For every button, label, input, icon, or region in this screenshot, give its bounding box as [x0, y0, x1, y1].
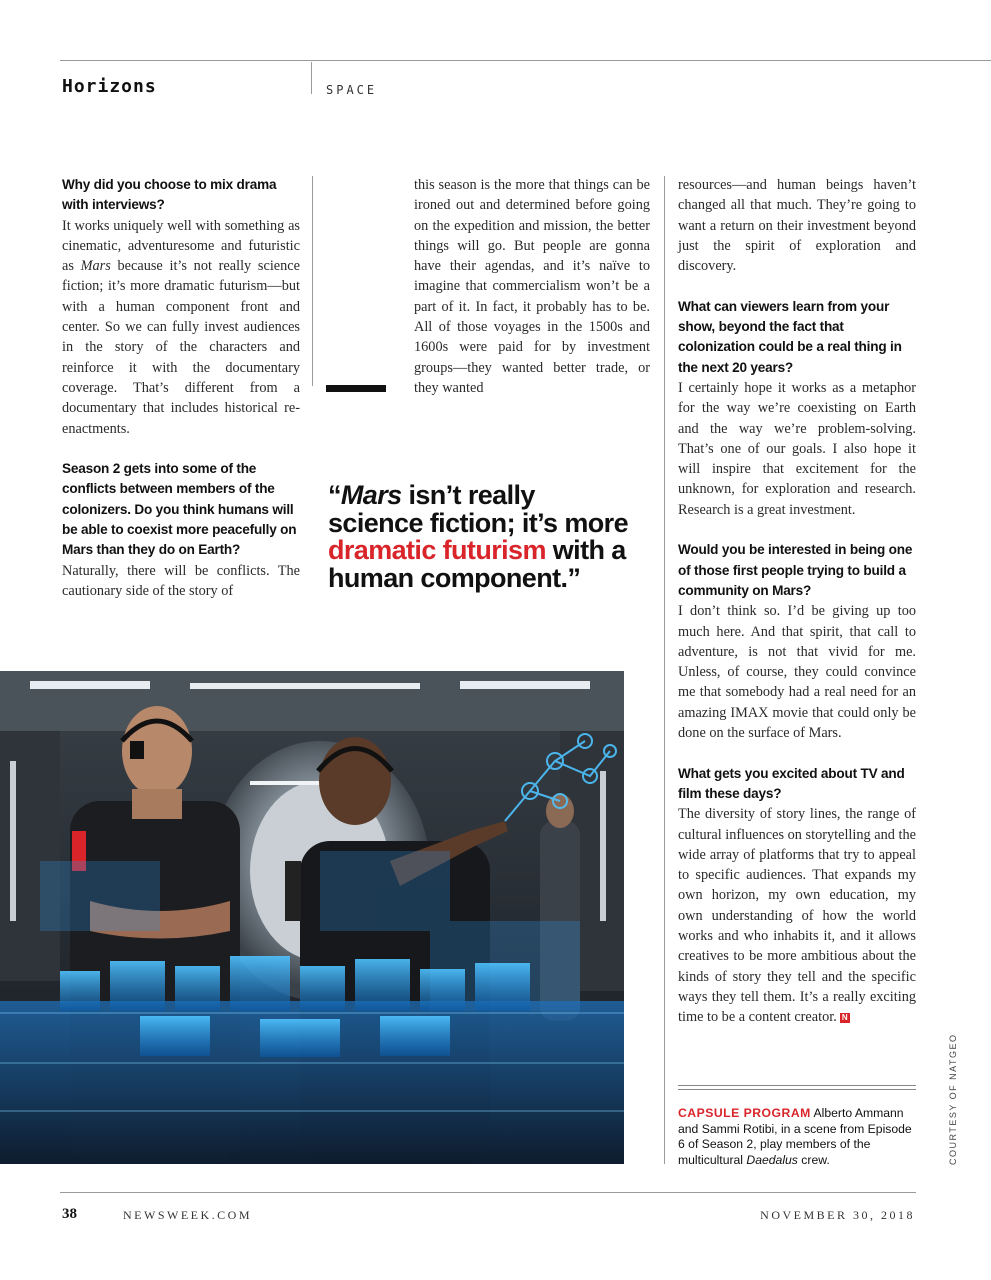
top-rule	[60, 60, 991, 61]
pullquote-highlight: dramatic futurism	[328, 535, 546, 565]
page-number: 38	[62, 1206, 77, 1222]
photo-caption	[678, 1106, 918, 1168]
caption-text: Alberto Ammann and Sammi Rotibi, in a scene from Episode 6 of Season 2, play members of the multicultural	[678, 1106, 912, 1167]
question: What can viewers learn from your show, beyond the fact that colonization could be a real thing in the next 20 years?	[678, 298, 902, 375]
caption-label: CAPSULE PROGRAM	[678, 1106, 811, 1120]
pullquote-dash	[326, 385, 386, 392]
pull-quote	[328, 482, 628, 592]
subsection-label: SPACE	[326, 83, 378, 97]
column-divider	[312, 176, 313, 386]
answer-continued: resources—and human beings haven’t changed all that much. They’re going to want a return on their investment beyond just the spirit of exploration and discovery.	[678, 177, 916, 275]
open-quote: “	[328, 480, 341, 510]
answer: I certainly hope it works as a metaphor for the way we’re coexisting on Earth and the way we’re problem-solving. That’s one of our goals. I also hope it will inspire that excitement for the unknown, for exploration and research. Research is a great investment.	[678, 379, 916, 518]
answer: Naturally, there will be conflicts. The cautionary side of the story of	[62, 562, 300, 599]
column-3	[678, 175, 916, 1027]
column-1	[62, 175, 300, 601]
answer-continued: this season is the more that things can be ironed out and determined before going on the expedition and mission, the better things will go. But people are gonna have their agendas, and it’s naïve to imagine that commercialism won’t be a part of it. In fact, it probably has to be. All of those voyages in the 1500s and 1600s were paid for by investment groups—they wanted better trade, or they wanted	[414, 177, 650, 396]
header-divider	[311, 62, 312, 94]
footer-rule	[60, 1192, 916, 1193]
answer: It works uniquely well with something as cinematic, adventuresome and futuristic as Mars because it’s not really science fiction; it’s more dramatic futurism—but with a human component front and center. So we can fully invest audiences in the story of the characters and reinforce it with the documentary coverage. That’s different from a documentary that includes historical re-enactments.	[62, 217, 300, 437]
column-divider	[664, 176, 665, 1164]
question: Season 2 gets into some of the conflicts between members of the colonizers. Do you think humans will be able to coexist more peacefully on Mars than they do on Earth?	[62, 461, 297, 558]
question: Would you be interested in being one of those first people trying to build a community on Mars?	[678, 542, 913, 598]
answer: I don’t think so. I’d be giving up too much here. And that spirit, that call to adventure, is not that vivid for me. Unless, of course, they could convince me that somebody had a real need for an amazing IMAX movie that could only be done on the surface of Mars.	[678, 603, 916, 742]
answer	[678, 804, 916, 1027]
photo-credit: COURTESY OF NATGEO	[948, 1033, 958, 1165]
footer-date: NOVEMBER 30, 2018	[760, 1208, 915, 1222]
pullquote-italic: Mars	[340, 480, 402, 510]
end-mark-icon: N	[840, 1013, 850, 1023]
question: Why did you choose to mix drama with interviews?	[62, 177, 277, 213]
section-title: Horizons	[62, 76, 157, 97]
photo-illustration	[0, 671, 624, 1164]
caption-rule	[678, 1089, 916, 1090]
italic-title: Mars	[80, 258, 111, 275]
scene-photo	[0, 671, 624, 1164]
caption-italic: Daedalus	[746, 1152, 798, 1167]
pullquote-text: with a human component.”	[328, 535, 626, 593]
answer-text: The diversity of story lines, the range of cultural influences on storytelling and the wide array of platforms that try to appeal to specific audiences. That expands my own horizon, my own education, my own understanding of how the world works and who inhabits it, and it allows creatives to be more ambitious about the kinds of story they tell and the specific ways they tell them. It’s a really exciting time to be a content creator.	[678, 806, 916, 1026]
question: What gets you excited about TV and film these days?	[678, 765, 905, 801]
pullquote-text: isn’t really science fiction; it’s more	[328, 480, 628, 538]
caption-text: crew.	[797, 1152, 830, 1167]
column-2	[414, 175, 650, 398]
caption-rule	[678, 1085, 916, 1086]
footer-site: NEWSWEEK.COM	[123, 1208, 252, 1222]
